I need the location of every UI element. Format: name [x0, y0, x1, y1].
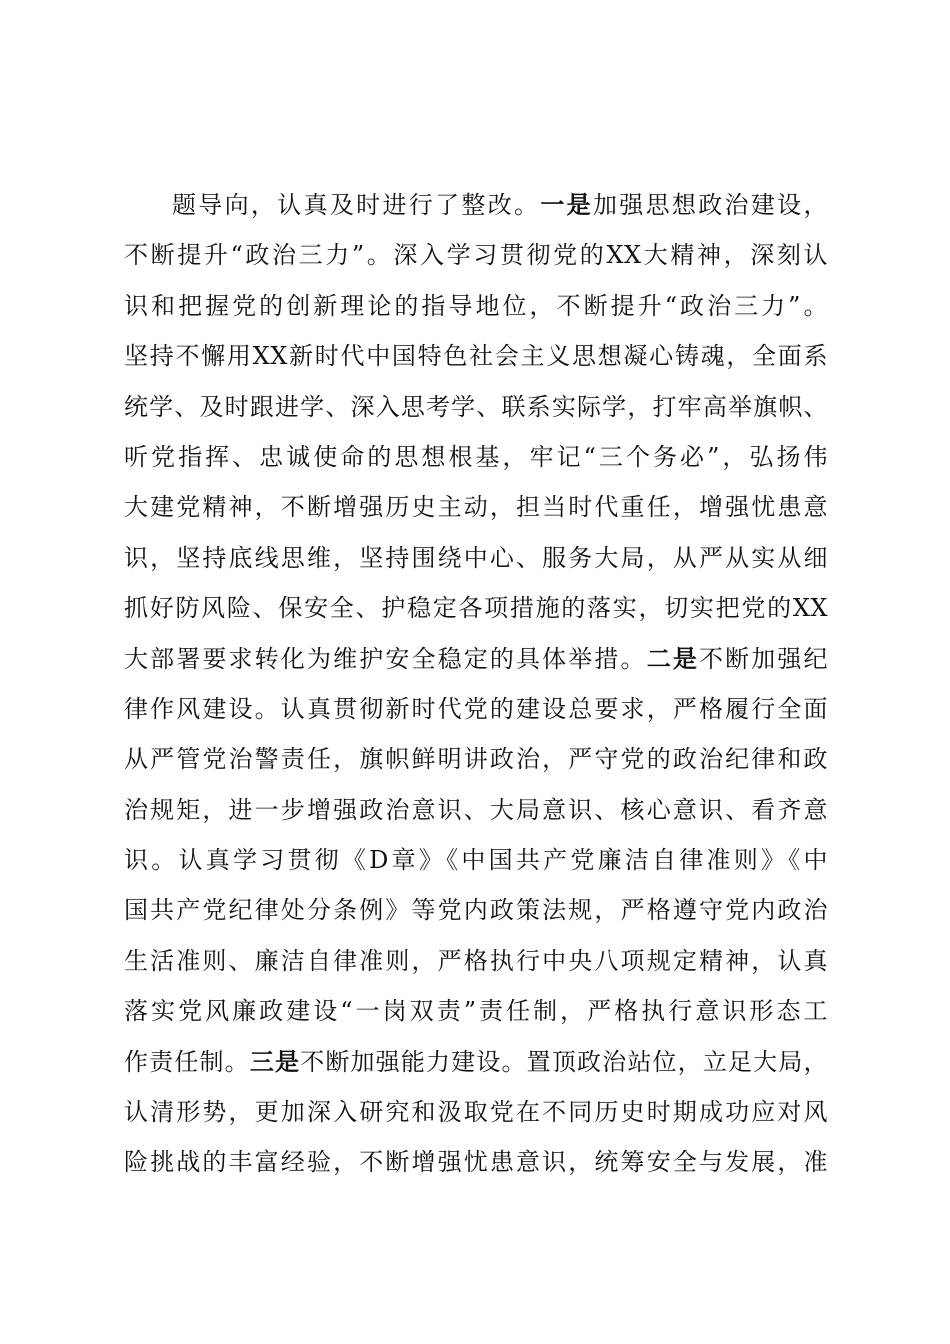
paragraph-line: 不断提升“政治三力”。深入学习贯彻党的XX大精神，深刻认 — [124, 241, 828, 270]
paragraph-line: 识。认真学习贯彻《D章》《中国共产党廉洁自律准则》《中 — [124, 846, 828, 875]
paragraph-line: 听党指挥、忠诚使命的思想根基，牢记“三个务必”，弘扬伟 — [124, 442, 828, 471]
lead-marker: 三是 — [249, 1046, 301, 1076]
paragraph-line: 识和把握党的创新理论的指导地位，不断提升“政治三力”。 — [124, 291, 828, 320]
line-text: 不断加强纪 — [698, 644, 829, 673]
paragraph-line: 从严管党治警责任，旗帜鲜明讲政治，严守党的政治纪律和政 — [124, 745, 828, 774]
line-text: 题导向，认真及时进行了整改。 — [172, 191, 541, 219]
paragraph-line: 治规矩，进一步增强政治意识、大局意识、核心意识、看齐意 — [124, 795, 828, 824]
body-text — [124, 180, 828, 1188]
paragraph-line: 落实党风廉政建设“一岗双责”责任制，严格执行意识形态工 — [124, 997, 828, 1026]
paragraph-line: 国共产党纪律处分条例》等党内政策法规，严格遵守党内政治 — [124, 896, 828, 925]
paragraph-line: 抓好防风险、保安全、护稳定各项措施的落实，切实把党的XX — [124, 594, 828, 623]
paragraph-line: 坚持不懈用XX新时代中国特色社会主义思想凝心铸魂，全面系 — [124, 342, 828, 371]
paragraph-line: 认清形势，更加深入研究和汲取党在不同历史时期成功应对风 — [124, 1098, 828, 1127]
line-text: 加强思想政治建设， — [593, 191, 828, 219]
line-text: 作责任制。 — [124, 1047, 250, 1076]
lead-marker: 二是 — [646, 643, 699, 673]
paragraph-line — [124, 1037, 828, 1087]
paragraph-line: 统学、及时跟进学、深入思考学、联系实际学，打牢高举旗帜、 — [124, 392, 828, 421]
line-text: 大部署要求转化为维护安全稳定的具体举措。 — [124, 644, 647, 673]
paragraph-line: 险挑战的丰富经验，不断增强忧患意识，统筹安全与发展，准 — [124, 1148, 828, 1177]
paragraph-line: 律作风建设。认真贯彻新时代党的建设总要求，严格履行全面 — [124, 694, 828, 723]
paragraph-line — [124, 634, 828, 684]
line-text: 不断加强能力建设。置顶政治站位，立足大局， — [300, 1047, 829, 1076]
lead-marker: 一是 — [540, 190, 593, 219]
paragraph-line: 大建党精神，不断增强历史主动，担当时代重任，增强忧患意 — [124, 493, 828, 522]
paragraph-line: 生活准则、廉洁自律准则，严格执行中央八项规定精神，认真 — [124, 946, 828, 975]
paragraph-line: 识，坚持底线思维，坚持围绕中心、服务大局，从严从实从细 — [124, 543, 828, 572]
paragraph-line — [124, 180, 828, 230]
